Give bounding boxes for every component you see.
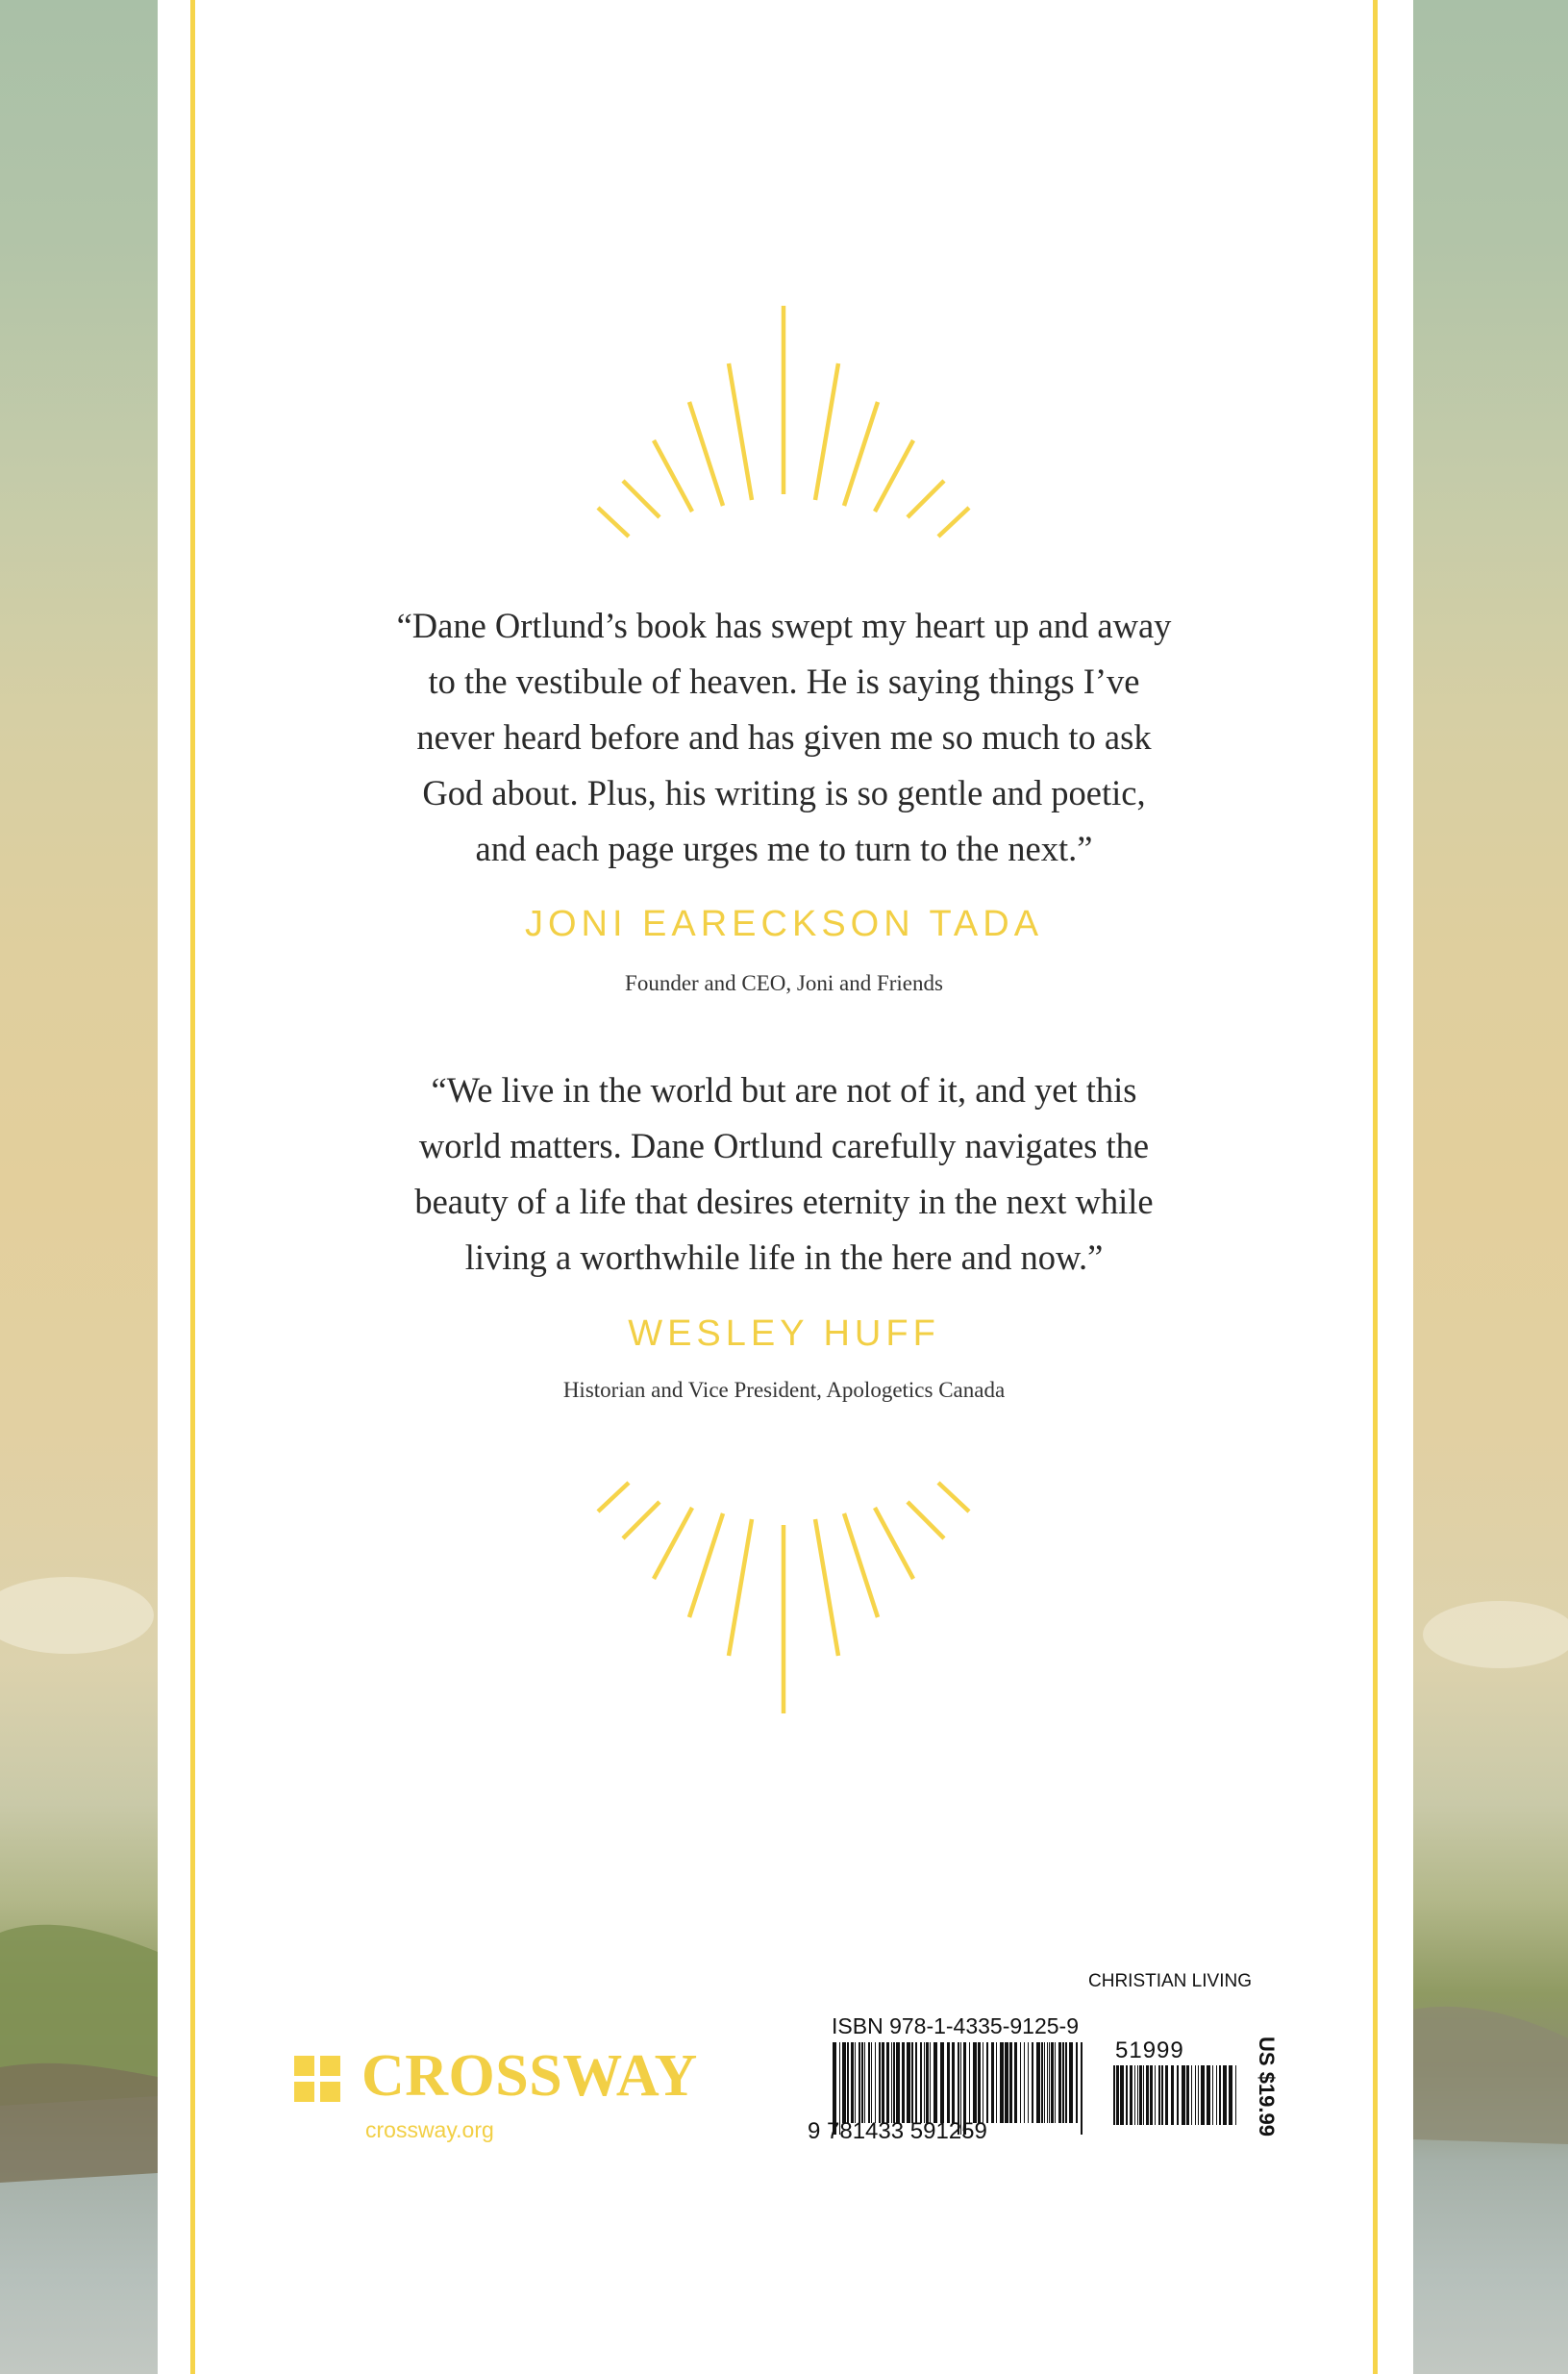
barcode-bar	[1219, 2065, 1221, 2125]
barcode-bar	[973, 2042, 977, 2123]
barcode-bar	[1186, 2065, 1189, 2125]
quote-line: living a worthwhile life in the here and now.”	[464, 1237, 1104, 1277]
barcode-bar	[1009, 2042, 1012, 2123]
barcode-bar	[1161, 2065, 1163, 2125]
barcode-bar	[1158, 2065, 1160, 2125]
barcode-bar	[1150, 2065, 1153, 2125]
barcode-bar	[868, 2042, 870, 2123]
addon-digits: 51999	[1115, 2037, 1184, 2063]
barcode-bar	[896, 2042, 900, 2123]
barcode-bar	[1216, 2065, 1217, 2125]
barcode-bar	[1036, 2042, 1040, 2123]
barcode-bar	[855, 2042, 856, 2123]
barcode-bar	[1000, 2042, 1004, 2123]
barcode-bar	[1134, 2065, 1135, 2125]
barcode-bar	[1047, 2042, 1048, 2123]
barcode-bar	[847, 2042, 849, 2123]
barcode-bar	[986, 2042, 988, 2123]
sunburst-top-ornament	[0, 288, 1568, 548]
barcode-bar	[1139, 2065, 1142, 2125]
barcode-bar	[871, 2042, 872, 2123]
barcode-bar	[1177, 2065, 1179, 2125]
quote-line: “We live in the world but are not of it, and yet this	[431, 1070, 1137, 1110]
crossway-cross-icon	[294, 2056, 340, 2102]
barcode-bar	[1113, 2065, 1115, 2125]
quote-line: world matters. Dane Ortlund carefully navigates the	[418, 1126, 1150, 1165]
barcode-bar	[1081, 2042, 1083, 2135]
barcode-bar	[1055, 2042, 1056, 2123]
barcode-bar	[1229, 2065, 1232, 2125]
barcode-bar	[911, 2042, 913, 2123]
quote-line: to the vestibule of heaven. He is saying things I’ve	[428, 662, 1140, 701]
barcode-bar	[978, 2042, 981, 2123]
barcode-bar	[915, 2042, 917, 2123]
barcode-bar	[1130, 2065, 1132, 2125]
price-addon-barcode	[1113, 2065, 1238, 2137]
barcode-bar	[891, 2042, 892, 2123]
barcode-bar	[902, 2042, 905, 2123]
endorser-role-1: Founder and CEO, Joni and Friends	[625, 971, 943, 995]
book-category: CHRISTIAN LIVING	[1088, 1971, 1252, 1991]
price-text: US $19.99	[1255, 2037, 1279, 2137]
publisher-url: crossway.org	[365, 2117, 494, 2142]
quote-line: never heard before and has given me so much to ask	[416, 717, 1152, 757]
barcode-bar	[1028, 2042, 1029, 2123]
publisher-name: CROSSWAY	[361, 2043, 698, 2109]
barcode-bar	[969, 2042, 970, 2123]
barcode-bar	[1005, 2042, 1008, 2123]
barcode-bar	[1120, 2065, 1124, 2125]
barcode-bar	[926, 2042, 929, 2123]
barcode-bar	[1058, 2042, 1061, 2123]
barcode-bar	[864, 2042, 865, 2123]
barcode-bar	[920, 2042, 922, 2123]
barcode-bar	[991, 2042, 994, 2123]
barcode-bar	[1165, 2065, 1168, 2125]
barcode-bar	[1146, 2065, 1149, 2125]
barcode-bar	[1182, 2065, 1185, 2125]
endorser-name-2: WESLEY HUFF	[628, 1313, 940, 1354]
barcode-bar	[882, 2042, 884, 2123]
barcode-bar	[1069, 2042, 1073, 2123]
barcode-bar	[886, 2042, 889, 2123]
barcode-bar	[859, 2042, 860, 2123]
endorser-role-2: Historian and Vice President, Apologetics Canada	[562, 1378, 1006, 1402]
barcode-bar	[1137, 2065, 1138, 2125]
barcode-bar	[1049, 2042, 1050, 2123]
barcode-bar	[893, 2042, 895, 2123]
barcode-bar	[1020, 2042, 1021, 2123]
barcode-bar	[947, 2042, 950, 2123]
quote-line: God about. Plus, his writing is so gentle and poetic,	[422, 773, 1146, 812]
barcode-bar	[879, 2042, 881, 2123]
barcode-bar	[924, 2042, 925, 2123]
barcode-bar	[1235, 2065, 1236, 2125]
barcode-bar	[1143, 2065, 1144, 2125]
barcode-bar	[1116, 2065, 1119, 2125]
barcode-bar	[1062, 2042, 1064, 2123]
barcode-bar	[1032, 2042, 1033, 2123]
barcode-bar	[1198, 2065, 1199, 2125]
barcode-bar	[842, 2042, 846, 2123]
barcode-bar	[861, 2042, 863, 2123]
barcode-bar	[930, 2042, 931, 2123]
price-label	[1252, 2029, 1281, 2144]
isbn-number: ISBN 978-1-4335-9125-9	[832, 2013, 1079, 2038]
barcode-bar	[875, 2042, 876, 2123]
barcode-bar	[851, 2042, 854, 2123]
barcode-bar	[1201, 2065, 1205, 2125]
quote-line: “Dane Ortlund’s book has swept my heart up and away	[396, 606, 1172, 645]
barcode-bar	[1191, 2065, 1192, 2125]
barcode-bar	[1126, 2065, 1128, 2125]
endorsement-quote-1	[0, 598, 1568, 877]
barcode-bar	[952, 2042, 955, 2123]
barcode-bar	[1171, 2065, 1174, 2125]
barcode-bar	[940, 2042, 944, 2123]
quote-line: and each page urges me to turn to the next.”	[475, 829, 1093, 868]
barcode-bar	[933, 2042, 937, 2123]
barcode-bar	[1223, 2065, 1227, 2125]
barcode-bar	[1076, 2042, 1078, 2123]
barcode-bar	[1051, 2042, 1054, 2123]
barcode-digits: 9 781433 591259	[808, 2118, 987, 2144]
barcode-bar	[1065, 2042, 1067, 2123]
endorser-name-1: JONI EARECKSON TADA	[524, 904, 1044, 944]
barcode-bar	[1212, 2065, 1213, 2125]
barcode-bar	[1207, 2065, 1210, 2125]
endorsement-quote-2	[0, 1062, 1568, 1286]
barcode-bar	[1014, 2042, 1017, 2123]
barcode-bar	[1155, 2065, 1156, 2125]
quote-line: beauty of a life that desires eternity in the next while	[414, 1182, 1154, 1221]
barcode-bar	[996, 2042, 997, 2123]
barcode-bar	[1044, 2042, 1045, 2123]
barcode-bar	[1041, 2042, 1043, 2123]
barcode-bar	[907, 2042, 910, 2123]
sunburst-bottom-ornament	[0, 1471, 1568, 1731]
barcode-bar	[1195, 2065, 1196, 2125]
barcode-bar	[1024, 2042, 1025, 2123]
